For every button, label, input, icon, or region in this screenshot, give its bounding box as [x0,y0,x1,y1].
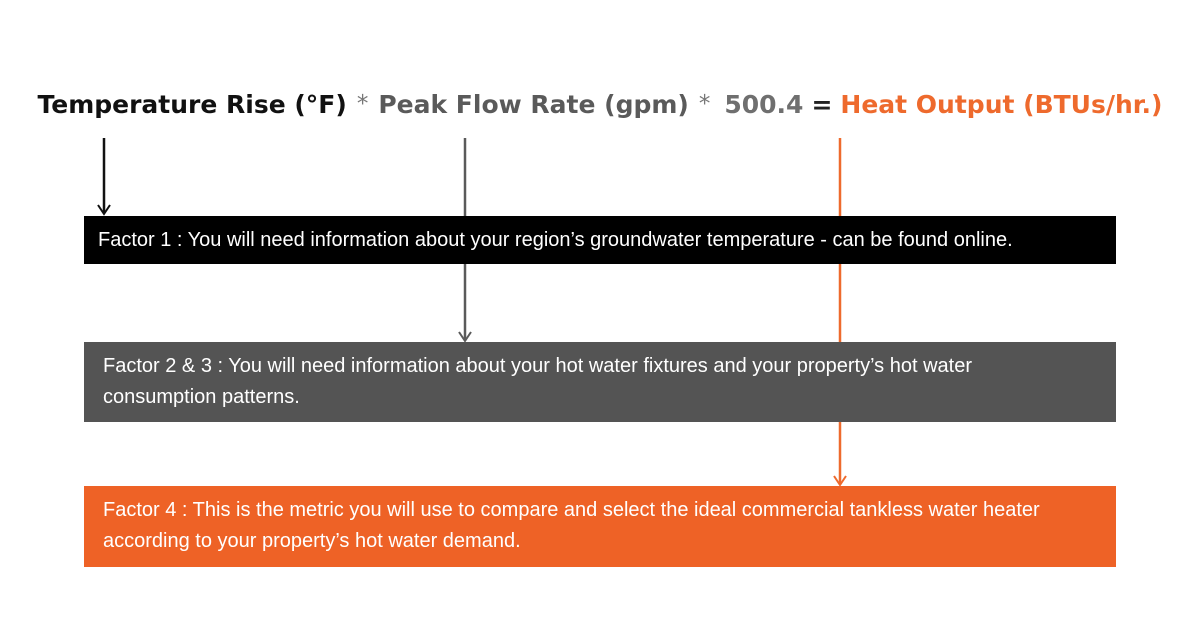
formula-term-constant: 500.4 [724,89,804,119]
factor-1-box [84,216,1116,264]
arrow-output-to-factor-4 [834,138,846,485]
formula-term-heat-output: Heat Output (BTUs/hr.) [840,89,1163,119]
formula-multiply-operator: * [698,91,711,117]
formula-term-peak-flow-rate: Peak Flow Rate (gpm) [378,89,689,119]
formula-equals-sign: = [811,89,833,119]
factor-4-text: Factor 4 : This is the metric you will use to compare and select the ideal commercial tankless water heater according to your property’s hot water demand. [103,499,1040,552]
arrow-temperature-to-factor-1 [98,138,110,214]
formula-term-temperature-rise: Temperature Rise (°F) [37,89,347,119]
factor-2-3-box [84,342,1116,422]
factor-2-3-text: Factor 2 & 3 : You will need information about your hot water fixtures and your property’s hot water consumption patterns. [103,355,972,408]
factor-1-text: Factor 1 : You will need information about your region’s groundwater temperature - can be found online. [98,229,1013,251]
formula-multiply-operator: * [356,91,369,117]
factor-4-box [84,486,1116,567]
